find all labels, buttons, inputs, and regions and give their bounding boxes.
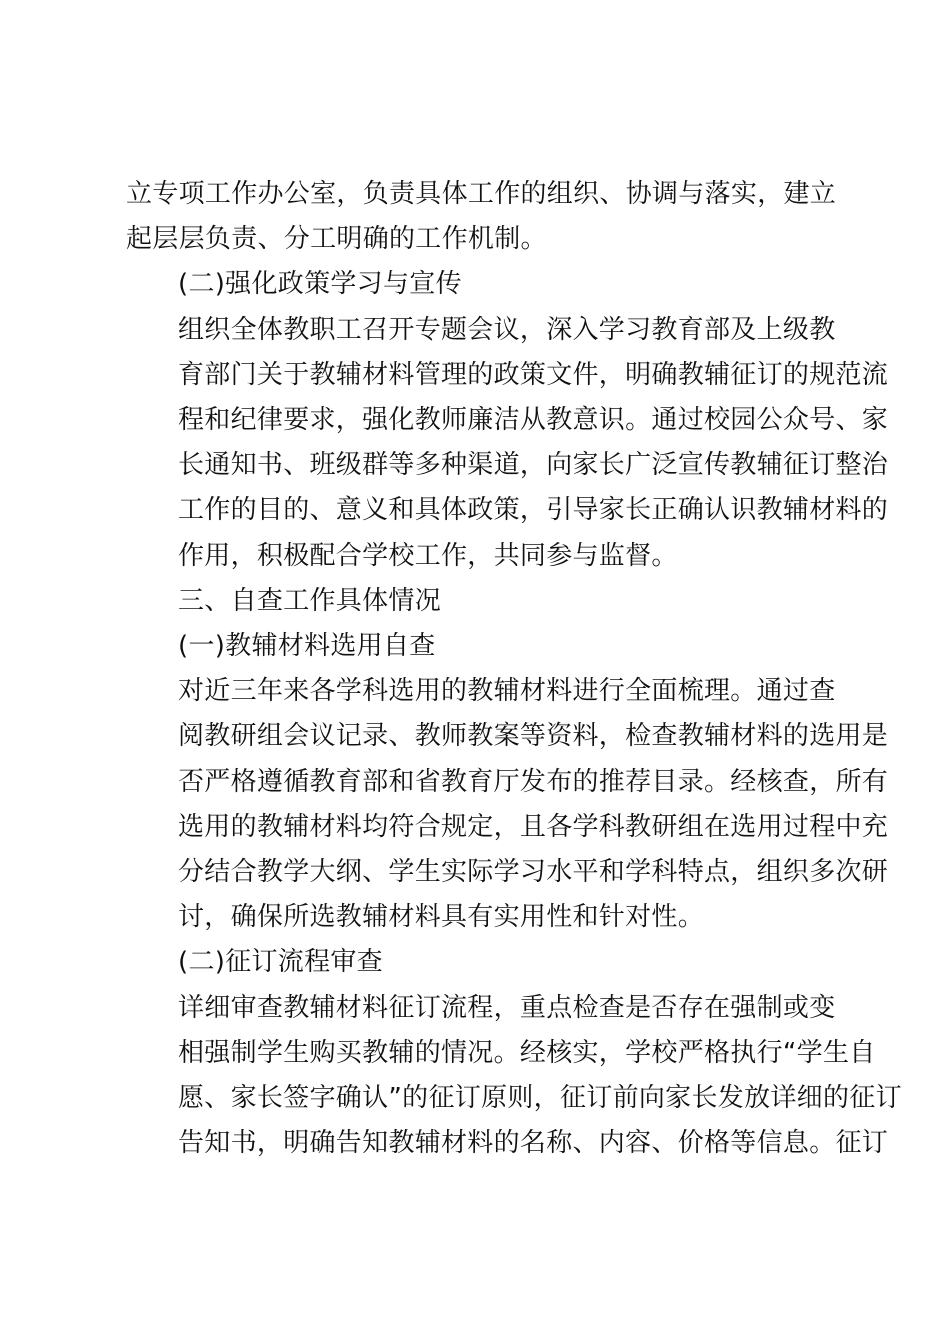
heading-self-check: [126, 579, 818, 624]
text-line: 起层层负责、分工明确的工作机制。: [126, 224, 547, 255]
text-line: 详细审查教辅材料征订流程，重点检查是否存在强制或变: [178, 992, 836, 1023]
text-line: 对近三年来各学科选用的教辅材料进行全面梳理。通过查: [178, 676, 836, 707]
text-line: 育部门关于教辅材料管理的政策文件，明确教辅征订的规范流: [178, 359, 889, 390]
section-heading: 三、自查工作具体情况: [178, 585, 442, 616]
paragraph-material-selection: [126, 669, 889, 940]
heading-material-selection: [126, 624, 818, 669]
text-line: 长通知书、班级群等多种渠道，向家长广泛宣传教辅征订整治: [178, 450, 889, 481]
text-line: 愿、家长签字确认”的征订原则，征订前向家长发放详细的征订: [178, 1083, 902, 1114]
text-line: 组织全体教职工召开专题会议，深入学习教育部及上级教: [178, 314, 836, 345]
text-line: 分结合教学大纲、学生实际学习水平和学科特点，组织多次研: [178, 857, 889, 888]
text-line: 作用，积极配合学校工作，共同参与监督。: [178, 540, 678, 571]
text-line: 告知书，明确告知教辅材料的名称、内容、价格等信息。征订: [178, 1128, 889, 1159]
paragraph-ordering-process: [126, 986, 902, 1167]
section-heading: (二)征订流程审查: [178, 947, 383, 978]
text-line: 选用的教辅材料均符合规定，且各学科教研组在选用过程中充: [178, 811, 889, 842]
text-line: 立专项工作办公室，负责具体工作的组织、协调与落实，建立: [126, 179, 837, 209]
paragraph-policy-study: [126, 308, 889, 579]
text-line: 工作的目的、意义和具体政策，引导家长正确认识教辅材料的: [178, 495, 889, 526]
section-heading: (一)教辅材料选用自查: [178, 631, 436, 662]
paragraph-work-office: [126, 172, 837, 262]
text-line: 程和纪律要求，强化教师廉洁从教意识。通过校园公众号、家: [178, 405, 889, 436]
heading-ordering-process: [126, 940, 818, 985]
heading-policy-study: [126, 262, 818, 307]
section-heading: (二)强化政策学习与宣传: [178, 269, 462, 300]
document-page: [126, 172, 902, 1166]
text-line: 阅教研组会议记录、教师教案等资料，检查教辅材料的选用是: [178, 721, 889, 752]
text-line: 相强制学生购买教辅的情况。经核实，学校严格执行“学生自: [178, 1037, 876, 1068]
text-line: 讨，确保所选教辅材料具有实用性和针对性。: [178, 902, 705, 933]
text-line: 否严格遵循教育部和省教育厅发布的推荐目录。经核查，所有: [178, 766, 889, 797]
